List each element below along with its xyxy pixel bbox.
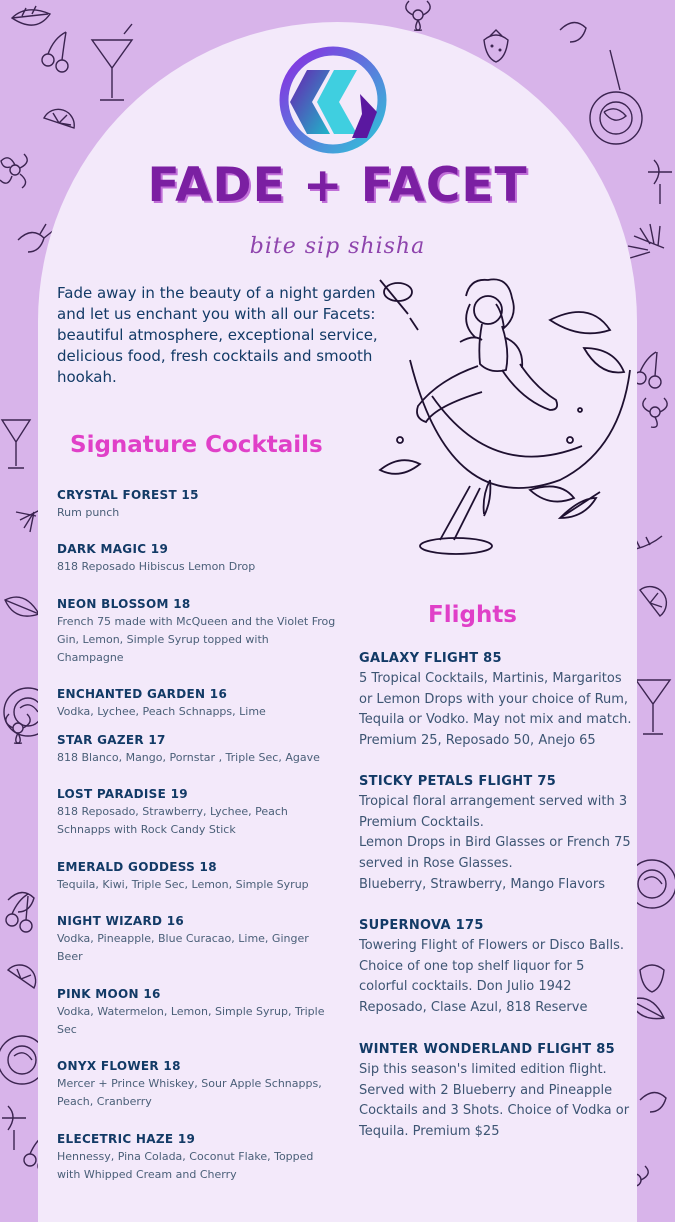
cherry-doodle-icon — [6, 894, 32, 932]
cocktail-name: LOST PARADISE 19 — [57, 787, 188, 801]
flight-description — [359, 792, 634, 896]
flight-name: STICKY PETALS FLIGHT 75 — [359, 774, 557, 789]
flight-name: SUPERNOVA 175 — [359, 918, 484, 933]
brand-tagline: bite sip shisha — [249, 234, 426, 259]
signature-cocktails-heading: Signature Cocktails — [70, 432, 323, 458]
flight-description-line: Tropical floral arrangement served with 3 Premium Cocktails. — [359, 794, 628, 830]
flower-doodle-icon — [406, 1, 430, 30]
flight-description-line: Blueberry, Strawberry, Mango Flavors — [359, 876, 605, 892]
strawberry-doodle-icon — [484, 30, 508, 62]
fade-facet-logo-icon — [272, 42, 394, 158]
flight-description-line: Sip this season's limited edition flight. Served with 2 Blueberry and Pineapple Cocktails and 3 Shots. Choice of Vodka or Tequila. Premium $25 — [359, 1062, 630, 1140]
strawberry-doodle-icon — [640, 965, 664, 992]
cocktail-name: ELECETRIC HAZE 19 — [57, 1132, 196, 1146]
intro-paragraph: Fade away in the beauty of a night garden and let us enchant you with all our Facets: beautiful atmosphere, exceptional service, delicious food, fresh cocktails and smooth hookah. — [57, 284, 378, 386]
cocktail-description: 818 Blanco, Mango, Pornstar , Triple Sec, Agave — [57, 751, 320, 764]
flights-heading: Flights — [428, 602, 518, 628]
cocktail-item — [57, 542, 337, 576]
shrimp-doodle-icon — [640, 1092, 666, 1112]
flight-name: WINTER WONDERLAND FLIGHT 85 — [359, 1042, 615, 1057]
lime-slice-doodle-icon — [44, 109, 74, 128]
cocktail-description: Vodka, Lychee, Peach Schnapps, Lime — [57, 705, 266, 718]
cocktail-description: 818 Reposado Hibiscus Lemon Drop — [57, 560, 256, 573]
flight-name: GALAXY FLIGHT 85 — [359, 651, 502, 666]
woman-in-martini-glass-illustration — [370, 270, 640, 570]
cocktail-item — [57, 488, 337, 522]
cocktail-item — [57, 1132, 337, 1184]
cocktail-description: Vodka, Watermelon, Lemon, Simple Syrup, Triple Sec — [57, 1005, 325, 1036]
cocktail-name: EMERALD GODDESS 18 — [57, 860, 217, 874]
flight-item — [359, 651, 634, 752]
flight-description-line: Towering Flight of Flowers or Disco Balls. Choice of one top shelf liquor for 5 colorful cocktails. Don Julio 1942 Reposado, Clase Azul, 818 Reserve — [359, 938, 624, 1016]
cocktail-name: NEON BLOSSOM 18 — [57, 597, 191, 611]
leaf-doodle-icon — [5, 597, 39, 616]
cocktail-name: STAR GAZER 17 — [57, 733, 166, 747]
leaf-doodle-icon — [12, 6, 50, 25]
flight-description — [359, 1060, 634, 1143]
flight-description — [359, 669, 634, 752]
cocktail-item — [57, 733, 337, 767]
flower-doodle-icon — [643, 398, 667, 427]
martini-glass-doodle-icon — [92, 24, 132, 100]
cocktail-doodle-icon — [2, 1106, 26, 1150]
cocktail-name: DARK MAGIC 19 — [57, 542, 169, 556]
shrimp-doodle-icon — [560, 22, 586, 42]
cocktail-name: CRYSTAL FOREST 15 — [57, 488, 199, 502]
flower-doodle-icon — [6, 714, 30, 743]
cocktail-name: NIGHT WIZARD 16 — [57, 914, 185, 928]
shrimp-doodle-icon — [8, 892, 34, 912]
cocktail-item — [57, 860, 337, 894]
cocktail-item — [57, 987, 337, 1039]
cocktail-name: ENCHANTED GARDEN 16 — [57, 687, 228, 701]
flight-item — [359, 1042, 634, 1143]
cocktail-description: Mercer + Prince Whiskey, Sour Apple Schnapps, Peach, Cranberry — [57, 1077, 322, 1108]
flight-description-line: Lemon Drops in Bird Glasses or French 75 served in Rose Glasses. — [359, 835, 631, 872]
martini-glass-doodle-icon — [636, 680, 670, 734]
cocktail-description: Hennessy, Pina Colada, Coconut Flake, Topped with Whipped Cream and Cherry — [57, 1150, 314, 1181]
cocktail-item — [57, 914, 337, 966]
cocktail-description: French 75 made with McQueen and the Violet Frog Gin, Lemon, Simple Syrup topped with Champagne — [57, 615, 336, 664]
pasta-plate-doodle-icon — [590, 50, 642, 144]
brand-name: FADE + FACET — [147, 158, 528, 213]
flight-description-line: 5 Tropical Cocktails, Martinis, Margaritos or Lemon Drops with your choice of Rum, Tequila or Vodko. May not mix and match. Premium 25, Reposado 50, Anejo 65 — [359, 671, 632, 749]
cocktail-item — [57, 597, 337, 667]
cocktail-description: Vodka, Pineapple, Blue Curacao, Lime, Ginger Beer — [57, 932, 309, 963]
cocktail-item — [57, 687, 337, 721]
cocktail-description: Rum punch — [57, 506, 120, 519]
cherry-doodle-icon — [42, 32, 68, 72]
cocktail-description: Tequila, Kiwi, Triple Sec, Lemon, Simple Syrup — [57, 878, 309, 891]
cocktail-item — [57, 787, 337, 839]
flight-item — [359, 918, 634, 1019]
cocktail-name: PINK MOON 16 — [57, 987, 161, 1001]
cocktail-item — [57, 1059, 337, 1111]
lime-slice-doodle-icon — [640, 587, 666, 616]
cocktail-name: ONYX FLOWER 18 — [57, 1059, 181, 1073]
cocktail-description: 818 Reposado, Strawberry, Lychee, Peach Schnapps with Rock Candy Stick — [57, 805, 288, 836]
flight-description — [359, 936, 634, 1019]
flight-item — [359, 774, 634, 896]
martini-glass-doodle-icon — [2, 420, 30, 468]
lime-slice-doodle-icon — [8, 965, 36, 988]
